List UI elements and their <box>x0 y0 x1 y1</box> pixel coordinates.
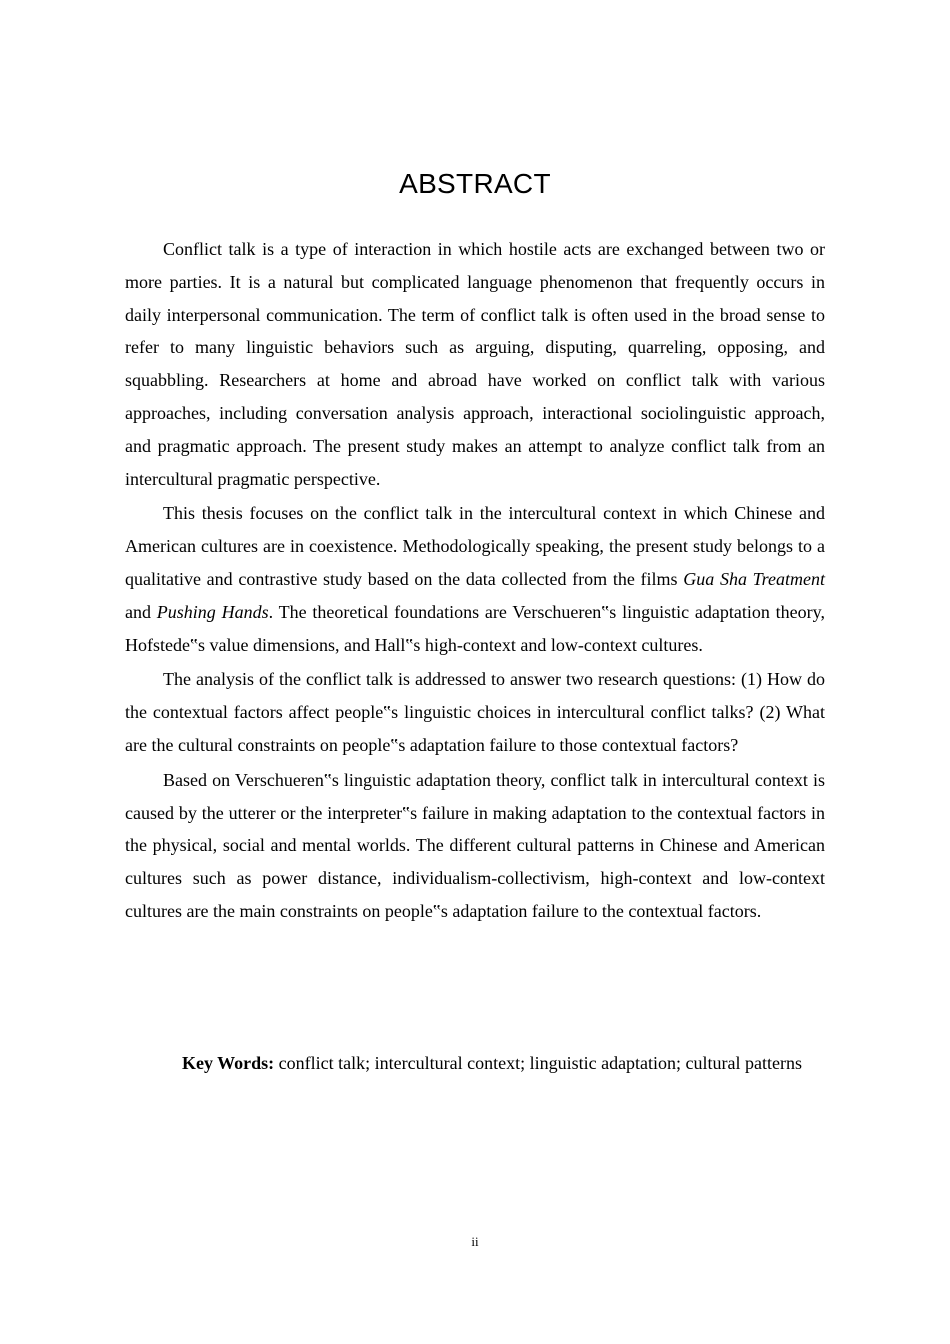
abstract-title: ABSTRACT <box>399 168 551 199</box>
paragraph-text: and <box>125 601 157 622</box>
keywords-line <box>125 1052 825 1074</box>
film-title-gua-sha: Gua Sha Treatment <box>683 568 825 589</box>
paragraph-definition: Conflict talk is a type of interaction in which hostile acts are exchanged between two or more parties. It is a natural but complicated language phenomenon that frequently occurs in daily interpersonal communication. The term of conflict talk is often used in the broad sense to refer to many linguistic behaviors such as arguing, disputing, quarreling, opposing, and squabbling. Researchers at home and abroad have worked on conflict talk with various approaches, including conversation analysis approach, interactional sociolinguistic approach, and pragmatic approach. The present study makes an attempt to analyze conflict talk from an intercultural pragmatic perspective. <box>125 239 825 489</box>
keywords-label: Key Words: <box>182 1053 275 1073</box>
keywords-list: conflict talk; intercultural context; linguistic adaptation; cultural patterns <box>274 1053 803 1073</box>
paragraph-findings: Based on Verschueren‟s linguistic adaptation theory, conflict talk in intercultural context is caused by the utterer or the interpreter‟s failure in making adaptation to the contextual factors in the physical, social and mental worlds. The different cultural patterns in Chinese and American cultures such as power distance, individualism-collectivism, high-context and low-context cultures are the main constraints on people‟s adaptation failure to the contextual factors. <box>125 769 825 921</box>
paragraph-research-questions: The analysis of the conflict talk is addressed to answer two research questions: (1) How do the contextual factors affect people‟s linguistic choices in intercultural conflict talks? (2) What are the cultural constraints on people‟s adaptation failure to those contextual factors? <box>125 669 825 755</box>
paragraph-text: This thesis focuses on the conflict talk in the intercultural context in which Chinese and American cultures are in coexistence. Methodologically speaking, the present study belongs to a qualitative and contrastive study based on the data collected from the films <box>125 503 825 589</box>
film-title-pushing-hands: Pushing Hands <box>156 601 269 622</box>
paragraph-text: . The theoretical foundations are Verschueren‟s linguistic adaptation theory, Hofstede‟s value dimensions, and Hall‟s high-context and low-context cultures. <box>125 601 825 655</box>
paragraph-methodology <box>125 497 825 661</box>
abstract-body <box>125 233 825 930</box>
page-number: ii <box>471 1234 479 1249</box>
